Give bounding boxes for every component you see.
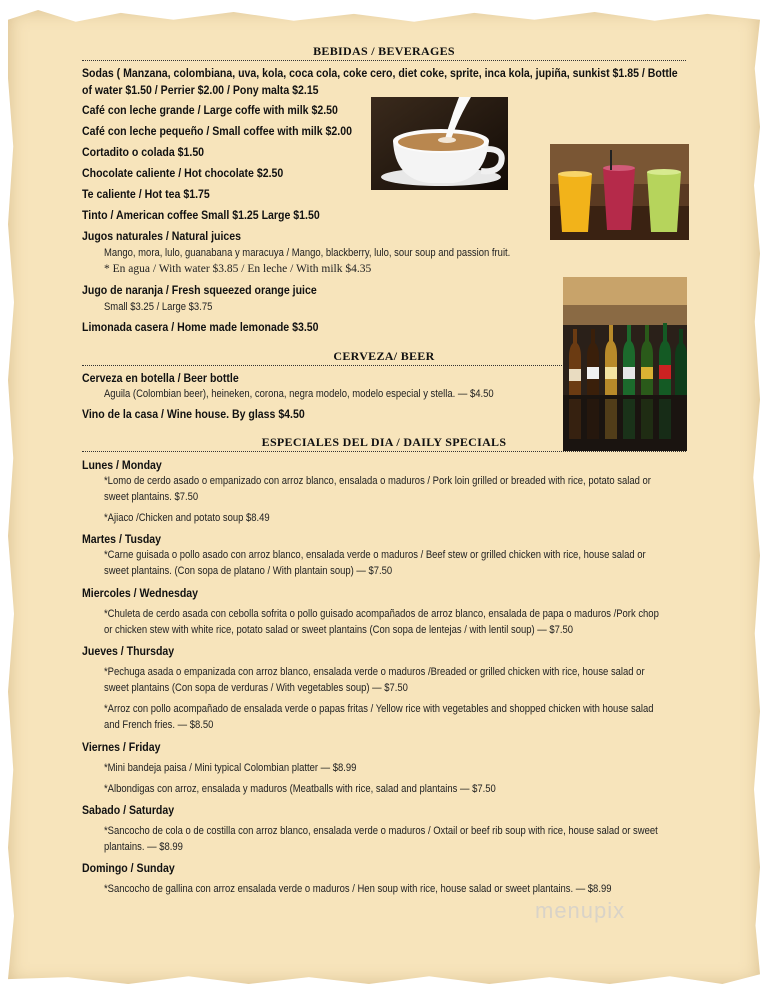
orange-juice-item: Jugo de naranja / Fresh squeezed orange juice (82, 283, 317, 297)
tuesday-special-1: *Carne guisada o pollo asado con arroz blanco, ensalada verde o maduros / Beef stew or grilled chicken with rice, house salad or sweet plantains. (Con sopa de platano / With plantain soup) — $7.50 (104, 549, 646, 577)
coffee-photo (371, 97, 508, 190)
sunday-heading: Domingo / Sunday (82, 861, 175, 875)
monday-heading: Lunes / Monday (82, 458, 162, 472)
juices-description: Mango, mora, lulo, guanabana y maracuya / Mango, blackberry, lulo, sour soup and passion fruit. (104, 247, 511, 259)
tuesday-heading: Martes / Tusday (82, 532, 162, 546)
monday-special-2: *Ajiaco /Chicken and potato soup $8.49 (104, 512, 270, 524)
wednesday-heading: Miercoles / Wednesday (82, 586, 199, 600)
saturday-heading: Sabado / Saturday (82, 803, 175, 817)
beer-bottle-item: Cerveza en botella / Beer bottle (82, 371, 239, 385)
tinto-item: Tinto / American coffee Small $1.25 Large $1.50 (82, 208, 320, 222)
specials-title: ESPECIALES DEL DIA / DAILY SPECIALS (261, 435, 507, 449)
juices-item: Jugos naturales / Natural juices (82, 229, 242, 243)
monday-special-1: *Lomo de cerdo asado o empanizado con arroz blanco, ensalada o maduros / Pork loin grilled or breaded with rice, potato salad or sweet plantains. $7.50 (104, 475, 651, 503)
beer-title: CERVEZA/ BEER (333, 349, 435, 363)
house-wine-item: Vino de la casa / Wine house. By glass $4.50 (82, 407, 305, 421)
cafe-grande-item: Café con leche grande / Large coffe with milk $2.50 (82, 103, 338, 117)
sunday-special-1: *Sancocho de gallina con arroz ensalada verde o maduros / Hen soup with rice, house salad or sweet plantains. — $8.99 (104, 883, 612, 895)
thursday-special-1: *Pechuga asada o empanizada con arroz blanco, ensalada verde o maduros /Breaded or grilled chicken with rice, house salad or sweet plantains (Con sopa de verduras / With vegetables soup) — $7.50 (104, 666, 645, 694)
juices-price: * En agua / With water $3.85 / En leche / With milk $4.35 (104, 263, 372, 275)
watermark: menupix (535, 898, 626, 923)
saturday-special-1: *Sancocho de cola o de costilla con arroz blanco, ensalada verde o maduros / Oxtail or beef rib soup with rice, house salad or sweet plantains. — $8.99 (104, 825, 658, 853)
cortadito-item: Cortadito o colada $1.50 (82, 145, 205, 159)
sodas-item: Sodas ( Manzana, colombiana, uva, kola, coca cola, coke cero, diet coke, sprite, inca kola, jupiña, sunkist $1.85 / Bottle of water $1.50 / Perrier $2.00 / Pony malta $2.15 (82, 66, 678, 97)
thursday-special-2: *Arroz con pollo acompañado de ensalada verde o papas fritas / Yellow rice with vegetables and shopped chicken with house salad and French fries. — $8.50 (104, 703, 654, 731)
beer-bottle-description: Aguila (Colombian beer), heineken, corona, negra modelo, modelo especial y stella. — $4.50 (104, 388, 494, 400)
friday-heading: Viernes / Friday (82, 740, 161, 754)
thursday-heading: Jueves / Thursday (82, 644, 175, 658)
orange-juice-price: Small $3.25 / Large $3.75 (104, 301, 213, 313)
divider (82, 451, 686, 452)
wednesday-special-1: *Chuleta de cerdo asada con cebolla sofrita o pollo guisado acompañados de arroz blanco, ensalada de papa o maduros /Pork chop or chicken stew with white rice, potato salad or sweet plantains (Con sopa de lentejas / with lentil soup) — $7.50 (104, 608, 659, 636)
divider (82, 60, 686, 61)
cafe-pequeno-item: Café con leche pequeño / Small coffee with milk $2.00 (82, 124, 352, 138)
friday-special-1: *Mini bandeja paisa / Mini typical Colombian platter — $8.99 (104, 762, 357, 774)
juices-photo (550, 144, 689, 240)
beer-bottles-photo (563, 277, 687, 451)
friday-special-2: *Albondigas con arroz, ensalada y maduros (Meatballs with rice, salad and plantains — $7.50 (104, 783, 496, 795)
beverages-title: BEBIDAS / BEVERAGES (313, 44, 455, 58)
lemonade-item: Limonada casera / Home made lemonade $3.50 (82, 320, 319, 334)
chocolate-item: Chocolate caliente / Hot chocolate $2.50 (82, 166, 284, 180)
tea-item: Te caliente / Hot tea $1.75 (82, 187, 210, 201)
